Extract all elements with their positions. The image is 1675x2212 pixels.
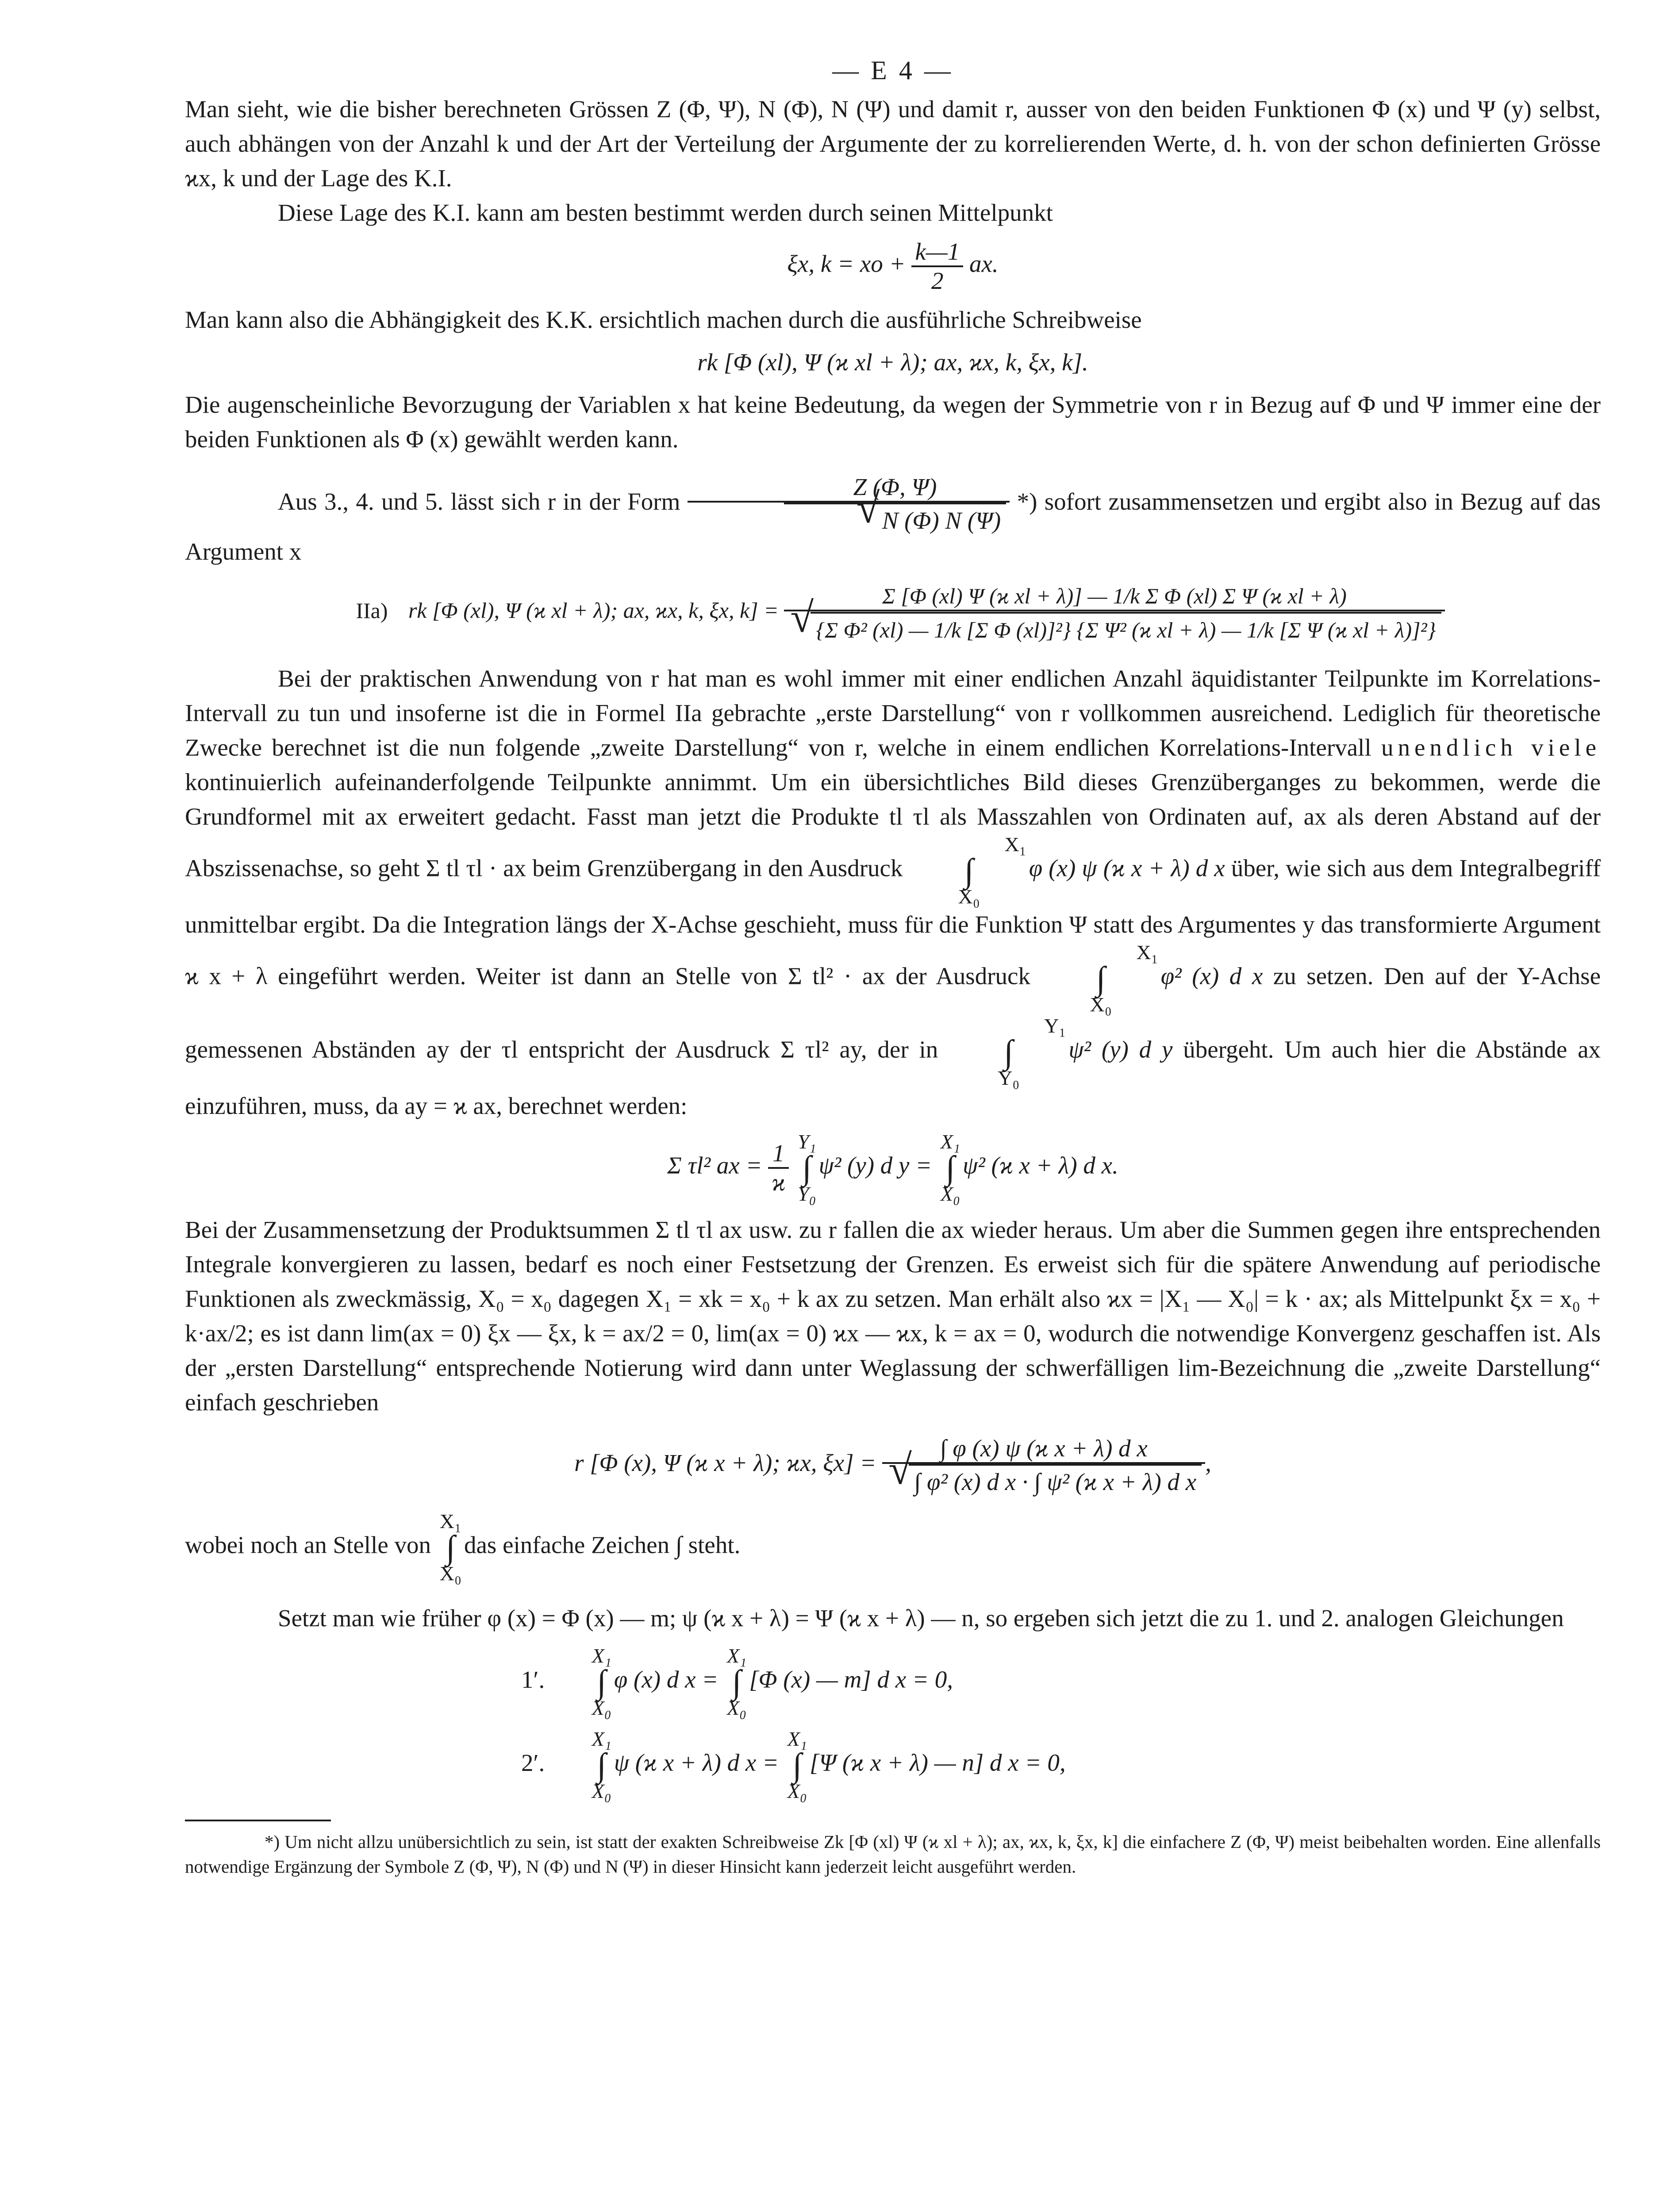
integral-lower-limit: X₀ [592,1697,611,1720]
integral-upper-limit: X₁ [592,1644,611,1667]
equation-midpoint-lhs: ξx, k = xo + [787,250,906,277]
integral-upper-limit: X₁ [439,1510,462,1533]
fraction [768,1140,789,1196]
paragraph-8-post: das einfache Zeichen ∫ steht. [464,1531,741,1559]
integral-upper-limit: Y₁ [798,1130,816,1153]
paragraph-6-c: über, wie sich aus dem Integralbegriff unmittelbar ergibt. Da die Integration längs der X-Achse geschieht, muss für die Funktion Ψ statt des Argumentes y das transformierte Argument ϰ x + λ eingeführt werden. Weiter ist dann an Stelle von Σ tl² · ax der Ausdruck [185,854,1601,990]
fraction-denominator: 2 [931,267,944,294]
fraction-form [688,473,1010,534]
footnote [185,1829,1601,1879]
integral: X₁ ∫ X₀ [941,1130,960,1205]
paragraph-6-a: Bei der praktischen Anwendung von r hat man es wohl immer mit einer endlichen Anzahl äquidistanter Teilpunkte im Korrelations-Intervall zu tun und insoferne ist die in Formel IIa gebrachte „erste Darstellung“ von r vollkommen ausreichend. Lediglich für theoretische Zwecke berechnet ist die nun folgende „zweite Darstellung“ von r, welche in einem endlichen Korrelations-Intervall [185,664,1601,761]
fraction-denominator-sqrt [688,503,1010,534]
paragraph-6-b: kontinuierlich aufeinanderfolgende Teilpunkte annimmt. Um ein übersichtliches Bild dieses Grenzüberganges zu bekommen, werde die Grundformel mit ax erweitert gedacht. Fasst man jetzt die Produkte tl τl als Masszahlen von Ordinaten auf, ax als deren Abstand auf der Abszissenachse, so geht Σ tl τl · ax beim Grenzübergang in den Ausdruck [185,768,1601,882]
integral-lower-limit: X₀ [958,885,980,908]
equation-1prime [521,1645,1601,1719]
paragraph-5-post: *) sofort zusammensetzen und ergibt also in Bezug auf das Argument x [185,488,1601,565]
integral-lower-limit: Y₀ [998,1066,1020,1089]
integral-expression: φ² (x) d x [1160,962,1263,990]
footnote-divider [185,1820,331,1821]
integral-expression: φ (x) ψ (ϰ x + λ) d x [1029,854,1225,882]
integral: X₁ ∫ X₀ [439,1510,462,1585]
equation-label: IIa) [356,598,388,623]
fraction [911,238,963,295]
paragraph-6 [185,661,1601,1123]
integral-lower-limit: X₀ [592,1780,611,1803]
equation-r-second [185,1435,1601,1496]
integral-lower-limit: X₀ [1090,993,1112,1016]
integral-lower-limit: X₀ [787,1780,807,1803]
fraction-numerator: k—1 [911,238,963,267]
fraction [882,1435,1205,1496]
equation-1prime-b: [Φ (x) — m] d x = 0, [749,1666,953,1693]
integral-lower-limit: Y₀ [798,1182,816,1205]
integral-upper-limit: X₁ [1136,941,1158,964]
integral: Y₁ ∫ Y₀ [998,1014,1066,1089]
integral: X₁ ∫ X₀ [727,1644,747,1720]
integral-upper-limit: Y₁ [1044,1014,1066,1037]
integral-upper-limit: X₁ [1004,833,1026,856]
integral: Y₁ ∫ Y₀ [798,1130,816,1205]
fraction-denominator: ϰ [772,1168,786,1196]
equation-label: 1′. [521,1666,545,1693]
fraction-IIa [784,582,1444,644]
equation-sum-mid: ψ² (y) d y = [818,1152,932,1179]
fraction-denominator-sqrt [882,1464,1205,1496]
equation-r-second-lhs: r [Φ (x), Ψ (ϰ x + λ); ϰx, ξx] = [574,1449,876,1476]
equation-IIa-lhs: rk [Φ (xl), Ψ (ϰ xl + λ); ax, ϰx, k, ξx, k] = [408,598,779,623]
equation-sum [185,1131,1601,1205]
fraction-numerator: Σ [Φ (xl) Ψ (ϰ xl + λ)] — 1/k Σ Φ (xl) Σ Ψ (ϰ xl + λ) [784,582,1444,611]
paragraph-6-emphasis: unendlich viele [1381,733,1601,761]
integral-lower-limit: X₀ [439,1562,462,1585]
integral-lower-limit: X₀ [727,1697,747,1720]
sqrt: √ N (Φ) N (Ψ) [784,503,1006,534]
integral: X₁ ∫ X₀ [592,1644,611,1720]
footnote-text: *) Um nicht allzu unübersichtlich zu sein, ist statt der exakten Schreibweise Zk [Φ (xl) Ψ (ϰ xl + λ); ax, ϰx, k, ξx, k] die einfachere Z (Φ, Ψ) meist beibehalten worden. Eine allenfalls notwendige Ergänzung der Symbole Z (Φ, Ψ), N (Φ) und N (Ψ) in dieser Hinsicht kann jederzeit leicht ausgeführt werden. [185,1832,1601,1877]
paragraph-5-pre: Aus 3., 4. und 5. lässt sich r in der Form [278,488,680,515]
paragraph-6-d: zu setzen. Den auf der Y-Achse gemessenen Abständen ay der τl entspricht der Ausdruck Σ τl² ay, der in [185,962,1601,1063]
fraction-denominator-sqrt [784,611,1444,644]
integral: X₁ ∫ X₀ [958,833,1026,908]
fraction-numerator: 1 [768,1140,789,1169]
equation-2prime-a: ψ (ϰ x + λ) d x = [614,1749,779,1776]
equation-label: 2′. [521,1749,545,1776]
fraction-numerator: ∫ φ (x) ψ (ϰ x + λ) d x [882,1435,1205,1464]
integral-lower-limit: X₀ [941,1182,960,1205]
paragraph-1: Man sieht, wie die bisher berechneten Grössen Z (Φ, Ψ), N (Φ), N (Ψ) und damit r, ausser von den beiden Funktionen Φ (x) und Ψ (y) selbst, auch abhängen von der Anzahl k und der Art der Verteilung der Argumente der zu korrelierenden Werte, d. h. von der schon definierten Grösse ϰx, k und der Lage des K.I. [185,96,1601,192]
integral-upper-limit: X₁ [727,1644,747,1667]
integral-upper-limit: X₁ [592,1728,611,1751]
paragraph-8 [185,1511,1601,1584]
equation-1prime-a: φ (x) d x = [614,1666,718,1693]
equation-sum-lhs: Σ τl² ax = [667,1152,762,1179]
equation-2prime-b: [Ψ (ϰ x + λ) — n] d x = 0, [810,1749,1066,1776]
fraction-numerator: Z (Φ, Ψ) [688,473,1010,503]
page [185,53,1601,1879]
paragraph-2: Diese Lage des K.I. kann am besten bestimmt werden durch seinen Mittelpunkt [278,199,1053,226]
paragraph-3: Man kann also die Abhängigkeit des K.K. ersichtlich machen durch die ausführliche Schreibweise [185,306,1142,333]
paragraph-9: Setzt man wie früher φ (x) = Φ (x) — m; ψ (ϰ x + λ) = Ψ (ϰ x + λ) — n, so ergeben sich jetzt die zu 1. und 2. analogen Gleichungen [278,1605,1564,1632]
sqrt: √ {Σ Φ² (xl) — 1/k [Σ Φ (xl)]²} {Σ Ψ² (ϰ xl + λ) — 1/k [Σ Ψ (ϰ xl + λ)]²} [811,612,1441,644]
paragraph-8-pre: wobei noch an Stelle von [185,1531,431,1559]
page-number: — E 4 — [832,56,953,85]
integral: X₁ ∫ X₀ [1090,941,1158,1016]
paragraph-6-e: übergeht. Um auch hier die Abstände ax einzuführen, muss, da ay = ϰ ax, berechnet werden: [185,1036,1601,1119]
integral: X₁ ∫ X₀ [787,1728,807,1803]
sqrt: √ ∫ φ² (x) d x · ∫ ψ² (ϰ x + λ) d x [909,1464,1202,1496]
equation-end: , [1205,1449,1211,1476]
integral: X₁ ∫ X₀ [592,1728,611,1803]
paragraph-5 [185,473,1601,569]
integral-upper-limit: X₁ [941,1130,960,1153]
equation-sum-rhs: ψ² (ϰ x + λ) d x. [963,1152,1118,1179]
integral-expression: ψ² (y) d y [1068,1036,1173,1063]
paragraph-7: Bei der Zusammensetzung der Produktsummen Σ tl τl ax usw. zu r fallen die ax wieder heraus. Um aber die Summen gegen ihre entsprechenden Integrale konvergieren zu lassen, bedarf es noch einer Festsetzung der Grenzen. Es erweist sich für die spätere Anwendung auf periodische Funktionen als zweckmässig, X₀ = x₀ dagegen X₁ = xk = x₀ + k ax zu setzen. Man erhält also ϰx = |X₁ — X₀| = k · ax; als Mittelpunkt ξx = x₀ + k·ax/2; es ist dann lim(ax = 0) ξx — ξx, k = ax/2 = 0, lim(ax = 0) ϰx — ϰx, k = ax = 0, wodurch die notwendige Konvergenz geschaffen ist. Als der „ersten Darstellung“ entsprechende Notierung wird dann unter Weglassung der schwerfälligen lim-Bezeichnung die „zweite Darstellung“ einfach geschrieben [185,1216,1601,1416]
equation-midpoint-rhs: ax. [969,250,999,277]
paragraph-4: Die augenscheinliche Bevorzugung der Variablen x hat keine Bedeutung, da wegen der Symmetrie von r in Bezug auf Φ und Ψ immer eine der beiden Funktionen als Φ (x) gewählt werden kann. [185,391,1601,453]
integral-upper-limit: X₁ [787,1728,807,1751]
equation-IIa [185,582,1601,644]
equation-2prime [521,1728,1601,1802]
equation-rk: rk [Φ (xl), Ψ (ϰ xl + λ); ax, ϰx, k, ξx, k]. [697,349,1088,376]
equation-midpoint [185,238,1601,295]
